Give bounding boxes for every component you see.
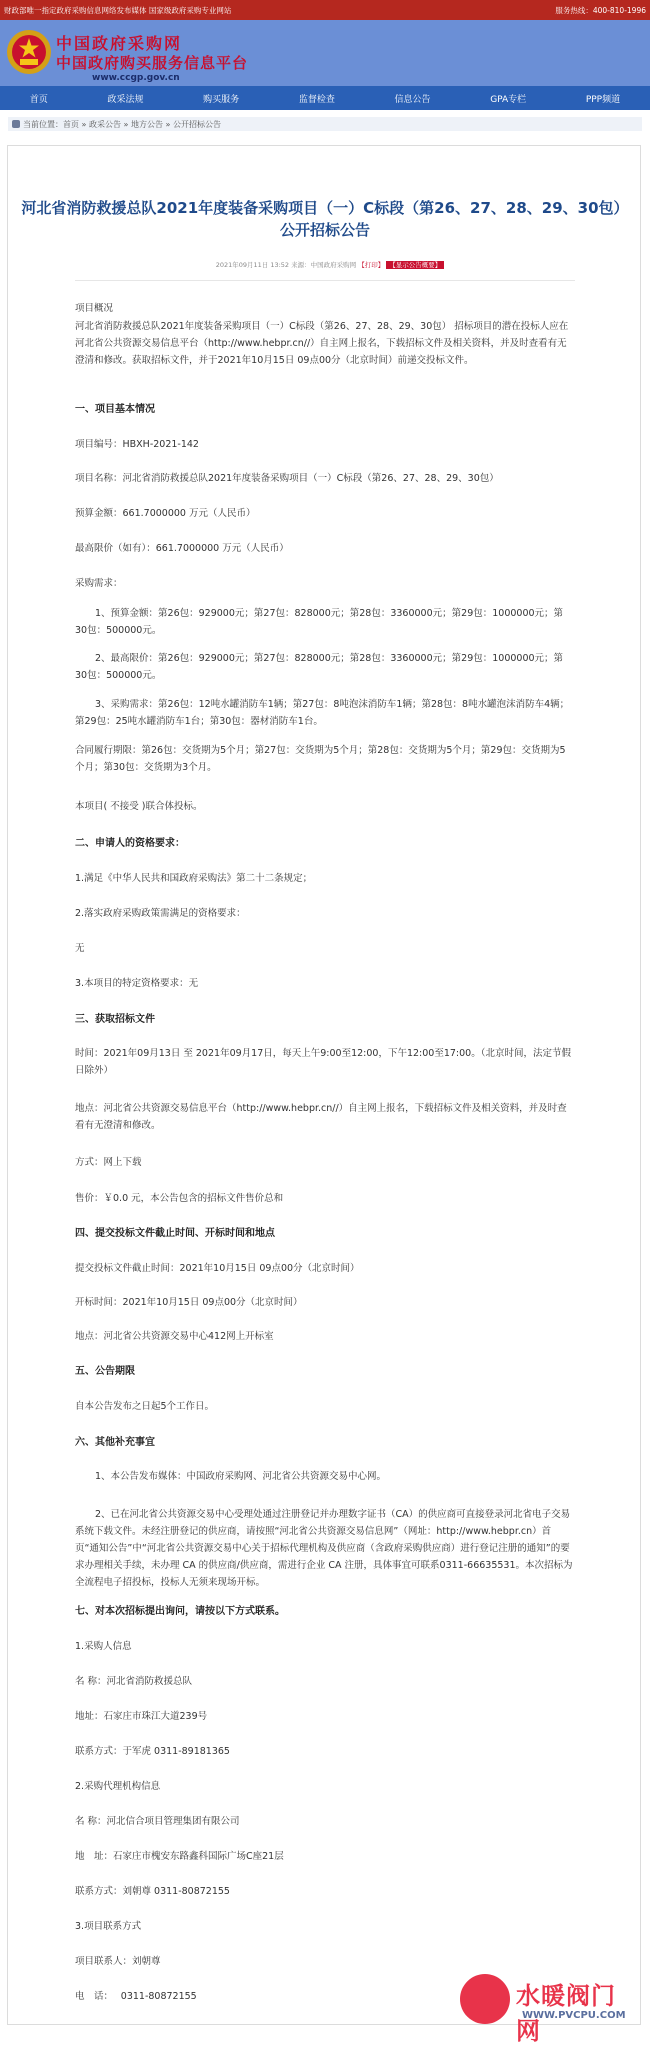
divider xyxy=(75,280,575,281)
agency-name: 名 称：河北信合项目管理集团有限公司 xyxy=(75,1816,240,1827)
nav-ppp[interactable]: PPP频道 xyxy=(585,94,621,105)
watermark-logo-icon xyxy=(460,1974,510,2024)
nav-announcements[interactable]: 信息公告 xyxy=(394,94,431,105)
acquire-time: 时间：2021年09月13日 至 2021年09月17日，每天上午9:00至12:00，下午12:00至17:00。（北京时间，法定节假日除外） xyxy=(75,1048,571,1076)
demand-max-price: 2、最高限价：第26包：929000元；第27包：828000元；第28包：3360000元；第29包：1000000元；第30包：500000元。 xyxy=(75,653,564,681)
breadcrumb-text[interactable]: 当前位置：首页 » 政采公告 » 地方公告 » 公开招标公告 xyxy=(23,120,221,129)
bid-place: 地点：河北省公共资源交易中心412网上开标室 xyxy=(75,1331,274,1342)
location-icon xyxy=(12,120,20,128)
nav-regulations[interactable]: 政采法规 xyxy=(107,94,144,105)
notice-period: 自本公告发布之日起5个工作日。 xyxy=(75,1401,215,1412)
show-summary-button[interactable]: 【显示公告概要】 xyxy=(386,261,444,269)
contract-period: 合同履行期限：第26包：交货期为5个月；第27包：交货期为5个月；第28包：交货期为5个月；第29包：交货期为5个月；第30包：交货期为3个月。 xyxy=(75,745,566,773)
demand-budget: 1、预算金额：第26包：929000元；第27包：828000元；第28包：3360000元；第29包：1000000元；第30包：500000元。 xyxy=(75,608,564,636)
max-price: 最高限价（如有）：661.7000000 万元（人民币） xyxy=(75,543,289,554)
section-3-title: 三、获取招标文件 xyxy=(75,1014,155,1025)
article-meta xyxy=(120,260,540,269)
consortium-note: 本项目( 不接受 )联合体投标。 xyxy=(75,801,203,812)
main-nav xyxy=(0,86,650,110)
qualification-1: 1.满足《中华人民共和国政府采购法》第二十二条规定； xyxy=(75,873,313,884)
acquire-place: 地点：河北省公共资源交易信息平台（http://www.hebpr.cn//）自主网上报名，下载招标文件及相关资料，并及时查看有无澄清和修改。 xyxy=(75,1103,567,1131)
purchaser-name: 名 称：河北省消防救援总队 xyxy=(75,1676,193,1687)
section-2-title: 二、申请人的资格要求： xyxy=(75,838,185,849)
national-emblem-icon xyxy=(6,29,52,75)
section-6-title: 六、其他补充事宜 xyxy=(75,1437,155,1448)
service-hotline: 服务热线：400-810-1996 xyxy=(555,6,646,15)
nav-home[interactable]: 首页 xyxy=(29,94,48,105)
bid-deadline: 提交投标文件截止时间：2021年10月15日 09点00分（北京时间） xyxy=(75,1263,360,1274)
qualification-3: 3.本项目的特定资格要求：无 xyxy=(75,978,199,989)
nav-gpa[interactable]: GPA专栏 xyxy=(490,94,527,105)
section-1-title: 一、项目基本情况 xyxy=(75,404,155,415)
watermark xyxy=(460,1972,640,2045)
top-bar-slogan: 财政部唯一指定政府采购信息网络发布媒体 国家级政府采购专业网站 xyxy=(4,6,232,15)
qualification-none: 无 xyxy=(75,943,85,954)
bid-opening-time: 开标时间：2021年10月15日 09点00分（北京时间） xyxy=(75,1297,303,1308)
supplement-1: 1、本公告发布媒体：中国政府采购网、河北省公共资源交易中心网。 xyxy=(95,1471,387,1482)
project-number: 项目编号：HBXH-2021-142 xyxy=(75,439,199,450)
acquire-method: 方式：网上下载 xyxy=(75,1157,142,1168)
demand-items: 3、采购需求：第26包：12吨水罐消防车1辆；第27包：8吨泡沫消防车1辆；第28包：8吨水罐泡沫消防车4辆；第29包：25吨水罐消防车1台；第30包：器材消防车1台。 xyxy=(75,699,570,727)
site-subtitle: 中国政府购买服务信息平台 xyxy=(56,54,249,72)
project-contact-phone: 电 话： 0311-80872155 xyxy=(75,1991,197,2002)
agency-address: 地 址：石家庄市槐安东路鑫科国际广场C座21层 xyxy=(75,1851,284,1862)
agency-info-label: 2.采购代理机构信息 xyxy=(75,1781,161,1792)
section-7-title: 七、对本次招标提出询问，请按以下方式联系。 xyxy=(75,1606,285,1617)
print-link[interactable]: 【打印】 xyxy=(358,261,385,269)
section-4-title: 四、提交投标文件截止时间、开标时间和地点 xyxy=(75,1228,275,1239)
nav-purchase-services[interactable]: 购买服务 xyxy=(203,94,240,105)
watermark-name: 水暖阀门网 xyxy=(516,1982,616,2045)
qualification-2: 2.落实政府采购政策需满足的资格要求： xyxy=(75,908,246,919)
top-bar xyxy=(0,0,650,20)
publish-time: 2021年09月11日 13:52 来源：中国政府采购网 xyxy=(215,261,357,269)
project-name: 项目名称：河北省消防救援总队2021年度装备采购项目（一）C标段（第26、27、28、29、30包） xyxy=(75,473,499,484)
demand-label: 采购需求： xyxy=(75,578,123,589)
site-url[interactable]: www.ccgp.gov.cn xyxy=(92,73,180,83)
project-contact-label: 3.项目联系方式 xyxy=(75,1921,142,1932)
acquire-price: 售价：￥0.0 元，本公告包含的招标文件售价总和 xyxy=(75,1193,284,1204)
overview-text: 河北省消防救援总队2021年度装备采购项目（一）C标段（第26、27、28、29、30包） 招标项目的潜在投标人应在河北省公共资源交易信息平台（http://www.hebpr.cn//）自主网上报名，下载招标文件及相关资料，并及时查看有无澄清和修改。获取招标文件，并于2021年10月15日 09点00分（北京时间）前递交投标文件。 xyxy=(75,321,569,366)
purchaser-address: 地址：石家庄市珠江大道239号 xyxy=(75,1711,208,1722)
section-5-title: 五、公告期限 xyxy=(75,1366,135,1377)
site-banner xyxy=(0,20,650,86)
budget-amount: 预算金额：661.7000000 万元（人民币） xyxy=(75,508,256,519)
agency-contact: 联系方式：刘朝尊 0311-80872155 xyxy=(75,1886,230,1897)
overview-label: 项目概况 xyxy=(75,303,114,314)
breadcrumb xyxy=(8,117,642,131)
watermark-url: WWW.PVCPU.COM xyxy=(522,2010,626,2021)
site-title: 中国政府采购网 xyxy=(56,34,183,53)
purchaser-info-label: 1.采购人信息 xyxy=(75,1641,132,1652)
supplement-2: 2、已在河北省公共资源交易中心受理处通过注册登记并办理数字证书（CA）的供应商可直接登录河北省电子交易系统下载文件。未经注册登记的供应商，请按照“河北省公共资源交易信息网”（网址：http://www.hebpr.cn）首页“通知公告”中“河北省公共资源交易中心关于招标代理机构及供应商（含政府采购供应商）进行登记注册的通知”的要求办理相关手续，未办理 CA 的供应商/供应商，需进行企业 CA 注册，具体事宜可联系0311-66635531。本次招标为全流程电子招投标，投标人无须来现场开标。 xyxy=(75,1509,573,1588)
nav-supervision[interactable]: 监督检查 xyxy=(298,94,335,105)
project-contact-person: 项目联系人：刘朝尊 xyxy=(75,1956,161,1967)
purchaser-contact: 联系方式：于军虎 0311-89181365 xyxy=(75,1746,230,1757)
page-title: 河北省消防救援总队2021年度装备采购项目（一）C标段（第26、27、28、29、30包）公开招标公告 xyxy=(21,199,629,239)
